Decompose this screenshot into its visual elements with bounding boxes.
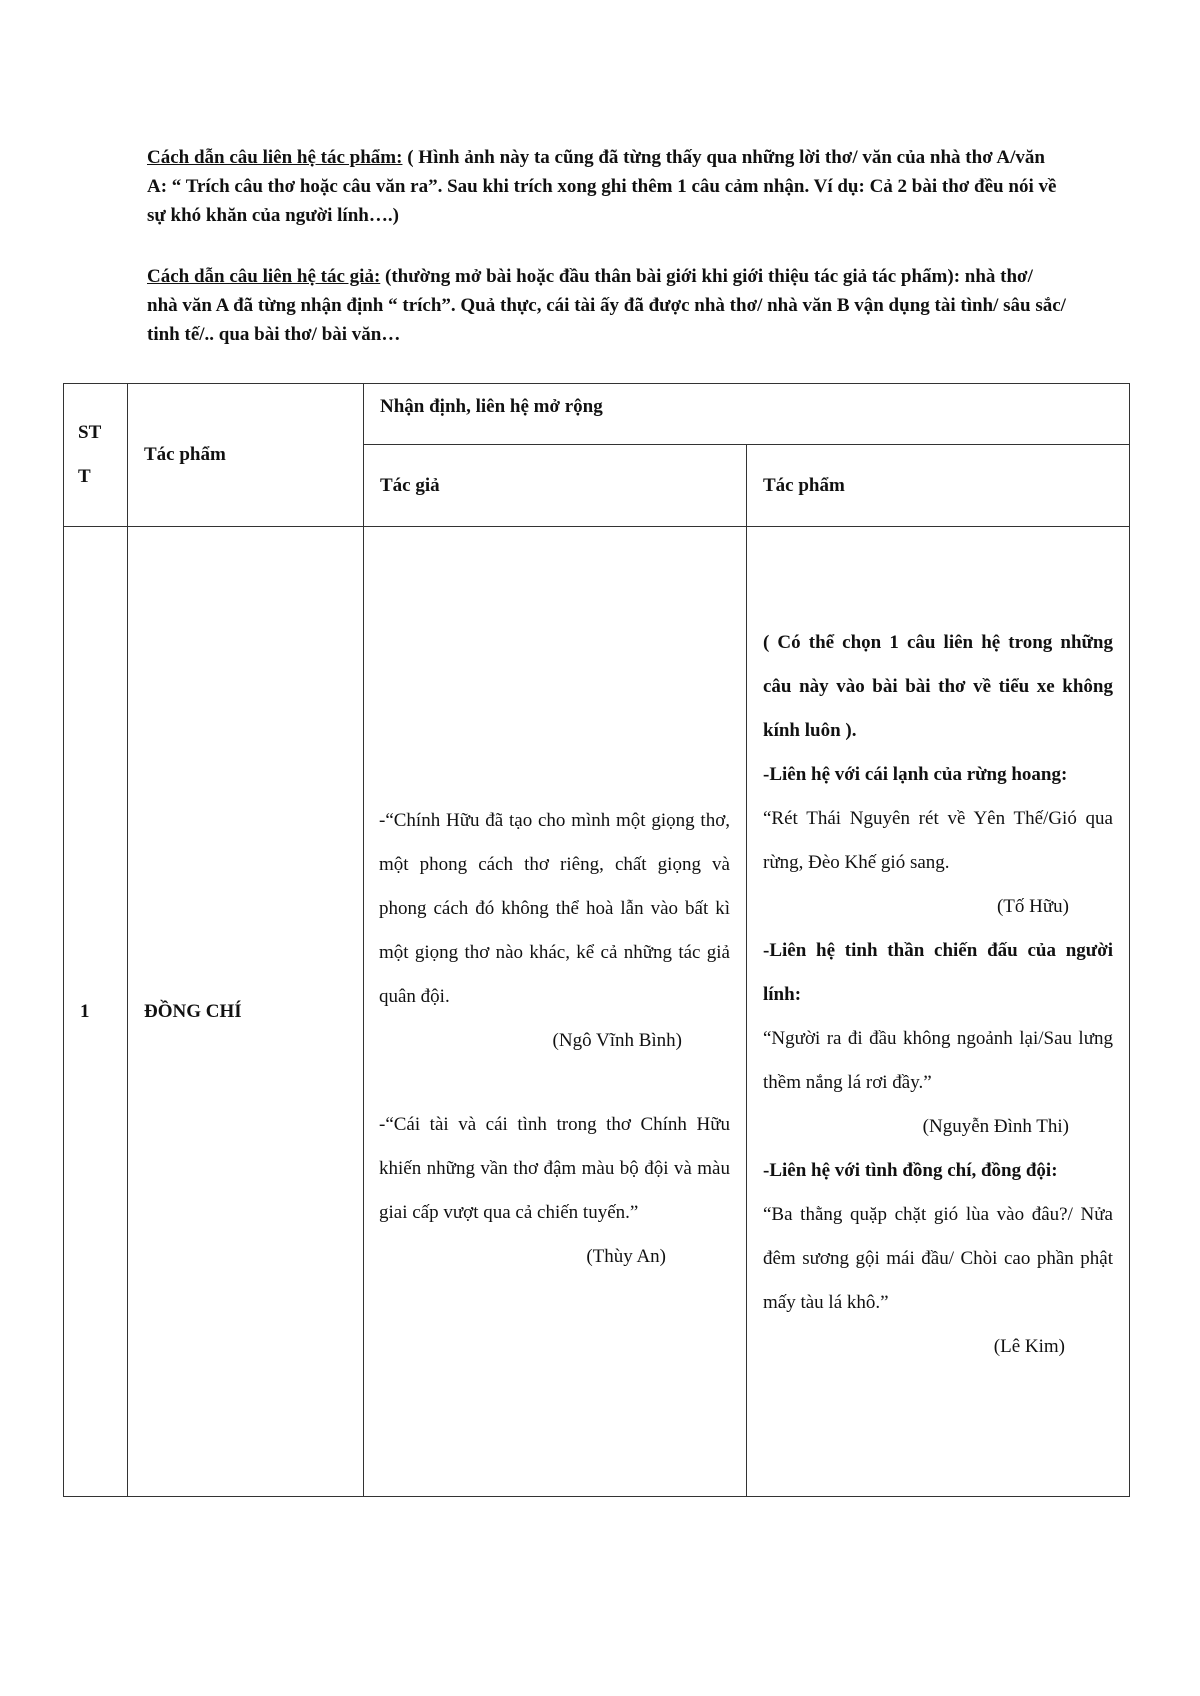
work-link-3-heading: -Liên hệ với tình đồng chí, đồng đội: (763, 1159, 1058, 1181)
work-link-2-quote: “Người ra đi đầu không ngoảnh lại/Sau lưng thềm nắng lá rơi đầy.” (763, 1027, 1113, 1093)
work-link-1-source: (Tố Hữu) (996, 895, 1069, 917)
header-work: Tác phẩm (128, 384, 364, 527)
work-link-2-heading: -Liên hệ tinh thần chiến đấu của người lính: (763, 939, 1113, 1005)
header-author-col: Tác giả (364, 445, 747, 527)
work-link-text: ( Hình ảnh này ta cũng đã từng thấy qua những lời thơ/ văn của nhà thơ A/văn A: “ Trích câu thơ hoặc câu văn ra”. Sau khi trích xong ghi thêm 1 câu cảm nhận. Ví dụ: Cả 2 bài thơ đều nói về sự khó khăn của người lính….) (147, 147, 1057, 226)
work-link-label: Cách dẫn câu liên hệ tác phẩm: (147, 147, 403, 168)
work-link-1-quote: “Rét Thái Nguyên rét về Yên Thế/Gió qua rừng, Đèo Khế gió sang. (763, 807, 1113, 873)
header-stt: ST T (64, 384, 128, 527)
row-stt: 1 (64, 527, 128, 1497)
author-quotes-cell (364, 527, 747, 1497)
author-quote-2-source: (Thùy An) (586, 1246, 666, 1267)
table-row (64, 527, 1130, 1497)
work-note: ( Có thể chọn 1 câu liên hệ trong những câu này vào bài bài thơ về tiểu xe không kính luôn ). (763, 631, 1113, 741)
work-link-2-source: (Nguyễn Đình Thi) (922, 1115, 1069, 1137)
intro-author-link-paragraph (147, 262, 1067, 349)
work-links-cell (747, 527, 1130, 1497)
work-link-3-quote: “Ba thằng quặp chặt gió lùa vào đâu?/ Nửa đêm sương gội mái đầu/ Chòi cao phần phật mấy tàu lá khô.” (763, 1203, 1113, 1313)
work-link-1-heading: -Liên hệ với cái lạnh của rừng hoang: (763, 763, 1068, 785)
author-quote-2: -“Cái tài và cái tình trong thơ Chính Hữu khiến những vần thơ đậm màu bộ đội và màu giai cấp vượt qua cả chiến tuyến.” (379, 1114, 730, 1223)
intro-work-link-paragraph (147, 143, 1067, 230)
author-link-text: (thường mở bài hoặc đầu thân bài giới khi giới thiệu tác giả tác phẩm): nhà thơ/ nhà văn A đã từng nhận định “ trích”. Quả thực, cái tài ấy đã được nhà thơ/ nhà văn B vận dụng tài tình/ sâu sắc/ tinh tế/.. qua bài thơ/ bài văn… (147, 266, 1066, 345)
row-work-title: ĐỒNG CHÍ (128, 527, 364, 1497)
work-link-3-source: (Lê Kim) (993, 1335, 1065, 1357)
header-work-col: Tác phẩm (747, 445, 1130, 527)
author-link-label: Cách dẫn câu liên hệ tác giả: (147, 266, 381, 287)
author-quote-1: -“Chính Hữu đã tạo cho mình một giọng thơ, một phong cách thơ riêng, chất giọng và phong cách đó không thể hoà lẫn vào bất kì một giọng thơ nào khác, kể cả những tác giả quân đội. (379, 810, 730, 1007)
author-quote-1-source: (Ngô Vĩnh Bình) (552, 1030, 682, 1051)
literature-link-table (63, 383, 1130, 1497)
header-group: Nhận định, liên hệ mở rộng (364, 384, 1130, 445)
